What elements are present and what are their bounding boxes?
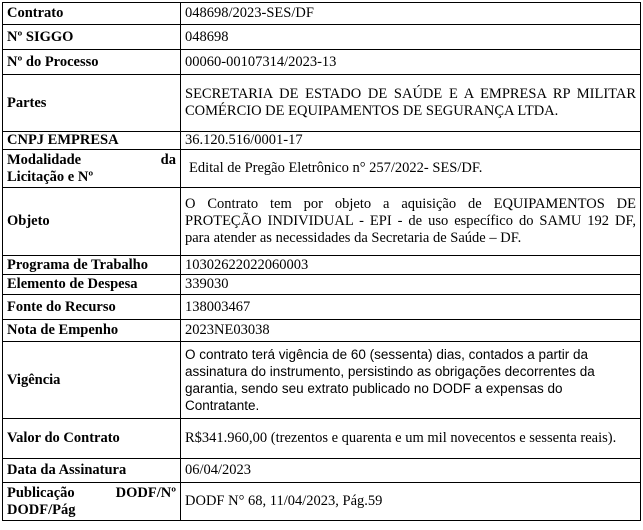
label-publicacao (3, 483, 181, 521)
value-fonte: 138003467 (181, 295, 641, 320)
label-data: Data da Assinatura (3, 459, 181, 483)
table-row-contrato (3, 3, 641, 25)
label-empenho: Nota de Empenho (3, 320, 181, 342)
table-row-data (3, 459, 641, 483)
value-elemento: 339030 (181, 275, 641, 295)
label-cnpj: CNPJ EMPRESA (3, 132, 181, 150)
label-publicacao-line1: Publicação DODF/Nº (7, 484, 176, 501)
value-vigencia: O contrato terá vigência de 60 (sessenta) dias, contados a partir da assinatura do instrumento, persistindo as obrigações decorrentes da garantia, sendo seu extrato publicado no DODF a expensas do Contratante. (181, 342, 641, 419)
value-contrato: 048698/2023-SES/DF (181, 3, 641, 25)
table-row-cnpj (3, 132, 641, 150)
table-row-elemento (3, 275, 641, 295)
table-row-modalidade (3, 150, 641, 188)
value-partes: SECRETARIA DE ESTADO DE SAÚDE E A EMPRESA RP MILITAR COMÉRCIO DE EQUIPAMENTOS DE SEGURANÇA LTDA. (181, 75, 641, 132)
value-siggo: 048698 (181, 25, 641, 50)
label-partes: Partes (3, 75, 181, 132)
value-cnpj: 36.120.516/0001-17 (181, 132, 641, 150)
label-valor: Valor do Contrato (3, 419, 181, 459)
table-row-fonte (3, 295, 641, 320)
value-publicacao: DODF N° 68, 11/04/2023, Pág.59 (181, 483, 641, 521)
label-processo: Nº do Processo (3, 50, 181, 75)
label-publicacao-line2: DODF/Pág (7, 501, 76, 518)
label-modalidade (3, 150, 181, 188)
value-empenho: 2023NE03038 (181, 320, 641, 342)
label-programa: Programa de Trabalho (3, 256, 181, 275)
value-objeto: O Contrato tem por objeto a aquisição de EQUIPAMENTOS DE PROTEÇÃO INDIVIDUAL - EPI - de uso específico do SAMU 192 DF, para atender as necessidades da Secretaria de Saúde – DF. (181, 188, 641, 256)
value-modalidade: Edital de Pregão Eletrônico n° 257/2022- SES/DF. (181, 150, 641, 188)
label-contrato: Contrato (3, 3, 181, 25)
table-row-vigencia (3, 342, 641, 419)
table-row-valor (3, 419, 641, 459)
table-row-siggo (3, 25, 641, 50)
label-objeto: Objeto (3, 188, 181, 256)
label-modalidade-line2: Licitação e Nº (7, 168, 94, 185)
table-row-programa (3, 256, 641, 275)
table-row-partes (3, 75, 641, 132)
label-fonte: Fonte do Recurso (3, 295, 181, 320)
value-valor: R$341.960,00 (trezentos e quarenta e um mil novecentos e sessenta reais). (181, 419, 641, 459)
value-data: 06/04/2023 (181, 459, 641, 483)
table-row-processo (3, 50, 641, 75)
label-vigencia: Vigência (3, 342, 181, 419)
contract-summary-table (2, 2, 641, 521)
value-processo: 00060-00107314/2023-13 (181, 50, 641, 75)
table-row-objeto (3, 188, 641, 256)
value-programa: 10302622022060003 (181, 256, 641, 275)
table-row-publicacao (3, 483, 641, 521)
label-siggo: Nº SIGGO (3, 25, 181, 50)
label-modalidade-line1: Modalidade da (7, 151, 176, 168)
table-row-empenho (3, 320, 641, 342)
label-elemento: Elemento de Despesa (3, 275, 181, 295)
